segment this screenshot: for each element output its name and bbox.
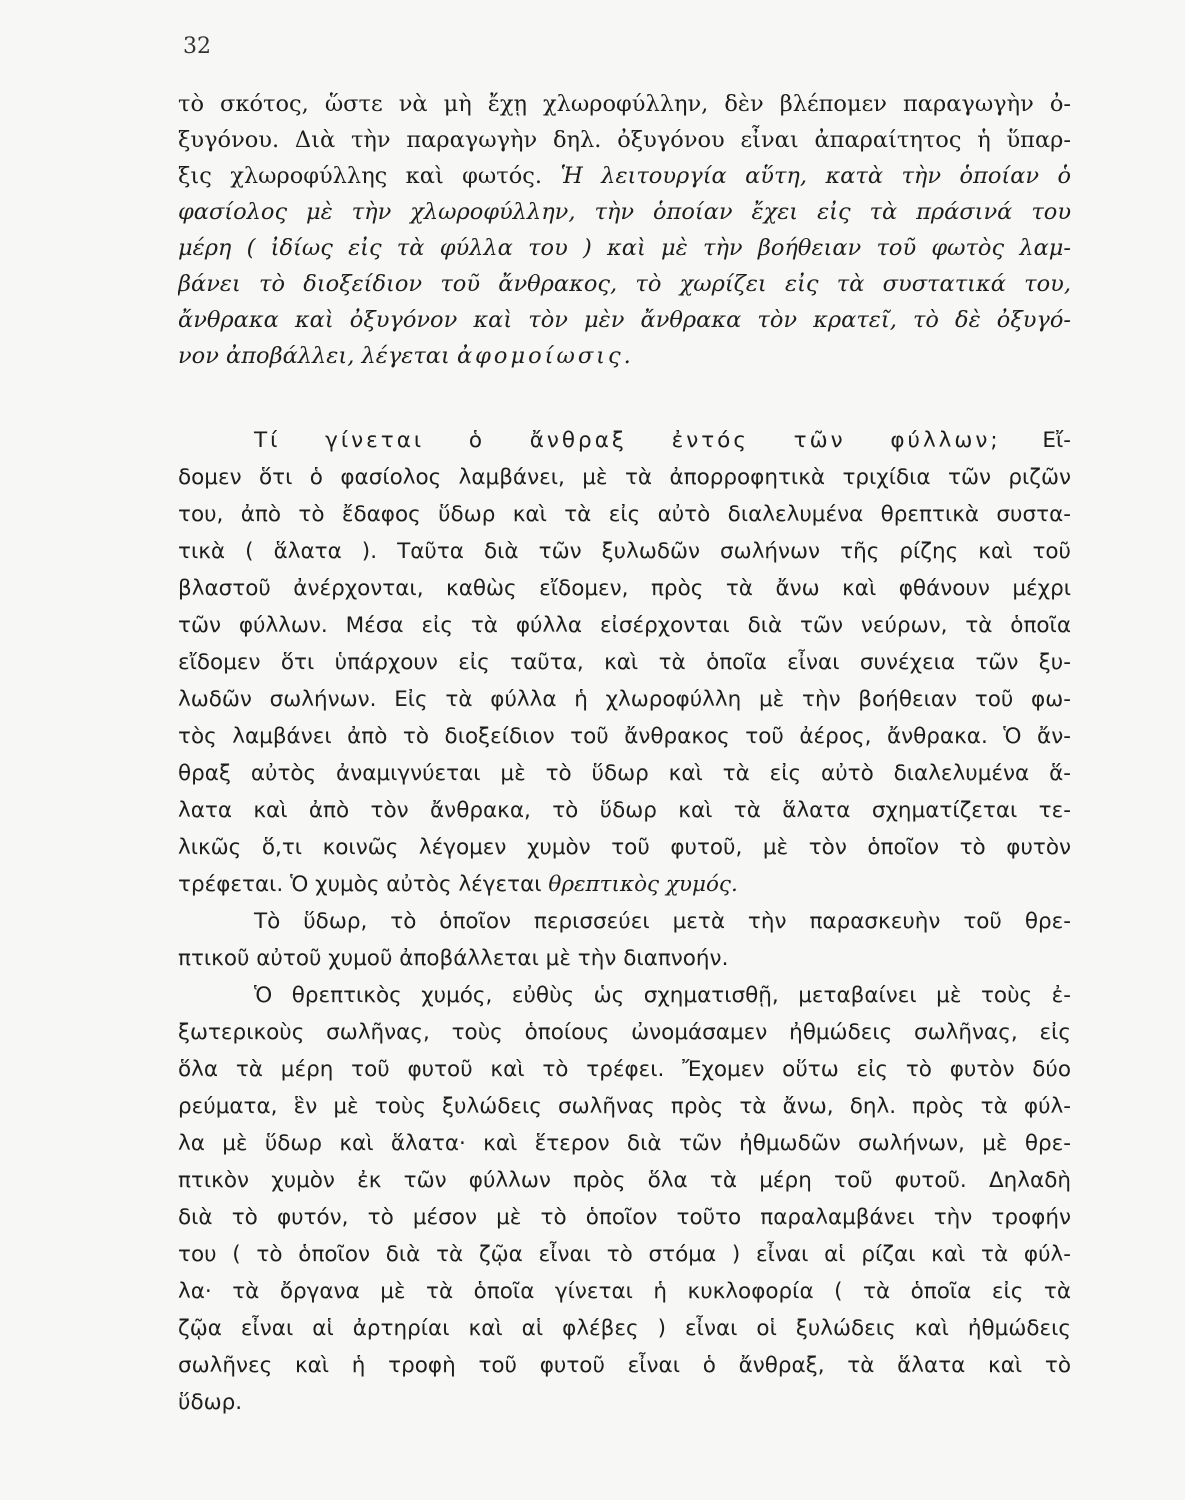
text-line: λα μὲ ὕδωρ καὶ ἅλατα· καὶ ἕτερον διὰ τῶν ἠθμωδῶν σωλήνων, μὲ θρε- [178, 1131, 1071, 1156]
text-line: τὸ σκότος, ὥστε νὰ μὴ ἔχῃ χλωροφύλλην, δὲν βλέπομεν παραγωγὴν ὀ- [178, 91, 1071, 117]
text-line: πτικοῦ αὐτοῦ χυμοῦ ἀποβάλλεται μὲ τὴν διαπνοήν. [178, 946, 729, 971]
text-line: λατα καὶ ἀπὸ τὸν ἄνθρακα, τὸ ὕδωρ καὶ τὰ ἅλατα σχηματίζεται τε- [178, 798, 1071, 823]
text-line: τὸς λαμβάνει ἀπὸ τὸ διοξείδιον τοῦ ἄνθρακος τοῦ ἀέρος, ἄνθρακα. Ὁ ἄν- [178, 724, 1071, 749]
text-line: του, ἀπὸ τὸ ἔδαφος ὕδωρ καὶ τὰ εἰς αὐτὸ διαλελυμένα θρεπτικὰ συστα- [178, 502, 1071, 527]
paragraph-3 [178, 903, 1071, 977]
text-line: πτικὸν χυμὸν ἐκ τῶν φύλλων πρὸς ὅλα τὰ μέρη τοῦ φυτοῦ. Δηλαδὴ [178, 1168, 1071, 1193]
text-line: ζῷα εἶναι αἱ ἀρτηρίαι καὶ αἱ φλέβες ) εἶναι οἱ ξυλώδεις καὶ ἠθμώδεις [178, 1316, 1071, 1341]
text-line: λωδῶν σωλήνων. Εἰς τὰ φύλλα ἡ χλωροφύλλη μὲ τὴν βοήθειαν τοῦ φω- [178, 687, 1071, 712]
italic-fragment: φασίολος μὲ τὴν χλωροφύλλην, τὴν ὁποίαν ἔχει εἰς τὰ πράσινά του [178, 199, 1071, 225]
text-line [178, 194, 1071, 230]
italic-fragment: βάνει τὸ διοξείδιον τοῦ ἄνθρακος, τὸ χωρίζει εἰς τὰ συστατικά του, [178, 271, 1071, 297]
text-line: ξωτερικοὺς σωλῆνας, τοὺς ὁποίους ὠνομάσαμεν ἠθμώδεις σωλῆνας, εἰς [178, 1020, 1071, 1045]
text-line: ὕδωρ. [178, 1390, 243, 1415]
text-line: θραξ αὐτὸς ἀναμιγνύεται μὲ τὸ ὕδωρ καὶ τὰ εἰς αὐτὸ διαλελυμένα ἅ- [178, 761, 1071, 786]
text-line: Ὁ θρεπτικὸς χυμός, εὐθὺς ὡς σχηματισθῇ, μεταβαίνει μὲ τοὺς ἐ- [254, 983, 1071, 1008]
text-line [178, 866, 1071, 903]
text-line: δομεν ὅτι ὁ φασίολος λαμβάνει, μὲ τὰ ἀπορροφητικὰ τριχίδια τῶν ριζῶν [178, 465, 1071, 490]
text-line [178, 158, 1071, 194]
text-line: ρεύματα, ἓν μὲ τοὺς ξυλώδεις σωλῆνας πρὸς τὰ ἄνω, δηλ. πρὸς τὰ φύλ- [178, 1094, 1071, 1119]
text-line: εἴδομεν ὅτι ὑπάρχουν εἰς ταῦτα, καὶ τὰ ὁποῖα εἶναι συνέχεια τῶν ξυ- [178, 650, 1071, 675]
italic-fragment: μέρη ( ἰδίως εἰς τὰ φύλλα του ) καὶ μὲ τὴν βοήθειαν τοῦ φωτὸς λαμ- [178, 235, 1071, 261]
text-fragment: ξις χλωροφύλλης καὶ φωτός. [178, 163, 543, 189]
text-line [178, 230, 1071, 266]
text-line: ὅλα τὰ μέρη τοῦ φυτοῦ καὶ τὸ τρέφει. Ἔχομεν οὕτω εἰς τὸ φυτὸν δύο [178, 1057, 1071, 1082]
text-line: διὰ τὸ φυτόν, τὸ μέσον μὲ τὸ ὁποῖον τοῦτο παραλαμβάνει τὴν τροφήν [178, 1205, 1071, 1230]
italic-fragment: νον ἀποβάλλει, λέγεται [178, 343, 450, 369]
text-line: τικὰ ( ἅλατα ). Ταῦτα διὰ τῶν ξυλωδῶν σωλήνων τῆς ρίζης καὶ τοῦ [178, 539, 1071, 564]
term-nutrient-sap: θρεπτικὸς χυμός. [548, 872, 738, 897]
text-line: σωλῆνες καὶ ἡ τροφὴ τοῦ φυτοῦ εἶναι ὁ ἄνθραξ, τὰ ἅλατα καὶ τὸ [178, 1353, 1071, 1378]
text-fragment: Εἴ- [1042, 428, 1071, 453]
text-fragment: τρέφεται. Ὁ χυμὸς αὐτὸς λέγεται [178, 872, 542, 897]
italic-fragment: ἄνθρακα καὶ ὀξυγόνον καὶ τὸν μὲν ἄνθρακα τὸν κρατεῖ, τὸ δὲ ὀξυγό- [178, 307, 1071, 333]
text-line: τῶν φύλλων. Μέσα εἰς τὰ φύλλα εἰσέρχονται διὰ τῶν νεύρων, τὰ ὁποῖα [178, 613, 1071, 638]
text-line: ξυγόνου. Διὰ τὴν παραγωγὴν δηλ. ὀξυγόνου εἶναι ἀπαραίτητος ἡ ὕπαρ- [178, 127, 1071, 153]
text-line [178, 338, 1071, 374]
italic-fragment: Ἡ λειτουργία αὕτη, κατὰ τὴν ὁποίαν ὁ [560, 163, 1071, 189]
text-line: λα· τὰ ὄργανα μὲ τὰ ὁποῖα γίνεται ἡ κυκλοφορία ( τὰ ὁποῖα εἰς τὰ [178, 1279, 1071, 1304]
paragraph-2 [178, 422, 1071, 903]
text-line [178, 302, 1071, 338]
paragraph-1 [178, 86, 1071, 374]
paragraph-4 [178, 977, 1071, 1421]
text-line: Τὸ ὕδωρ, τὸ ὁποῖον περισσεύει μετὰ τὴν παρασκευὴν τοῦ θρε- [254, 909, 1071, 934]
body-text [178, 86, 1071, 1421]
section-heading: Τί γίνεται ὁ ἄνθραξ ἐντός τῶν φύλλων; [254, 428, 1001, 453]
text-line [178, 422, 1071, 459]
text-line [178, 266, 1071, 302]
text-line: του ( τὸ ὁποῖον διὰ τὰ ζῷα εἶναι τὸ στόμα ) εἶναι αἱ ρίζαι καὶ τὰ φύλ- [178, 1242, 1071, 1267]
term-assimilation: ἀφομοίωσις. [456, 343, 634, 369]
text-line: βλαστοῦ ἀνέρχονται, καθὼς εἴδομεν, πρὸς τὰ ἄνω καὶ φθάνουν μέχρι [178, 576, 1071, 601]
text-line: λικῶς ὅ,τι κοινῶς λέγομεν χυμὸν τοῦ φυτοῦ, μὲ τὸν ὁποῖον τὸ φυτὸν [178, 835, 1071, 860]
page-number: 32 [183, 34, 211, 59]
